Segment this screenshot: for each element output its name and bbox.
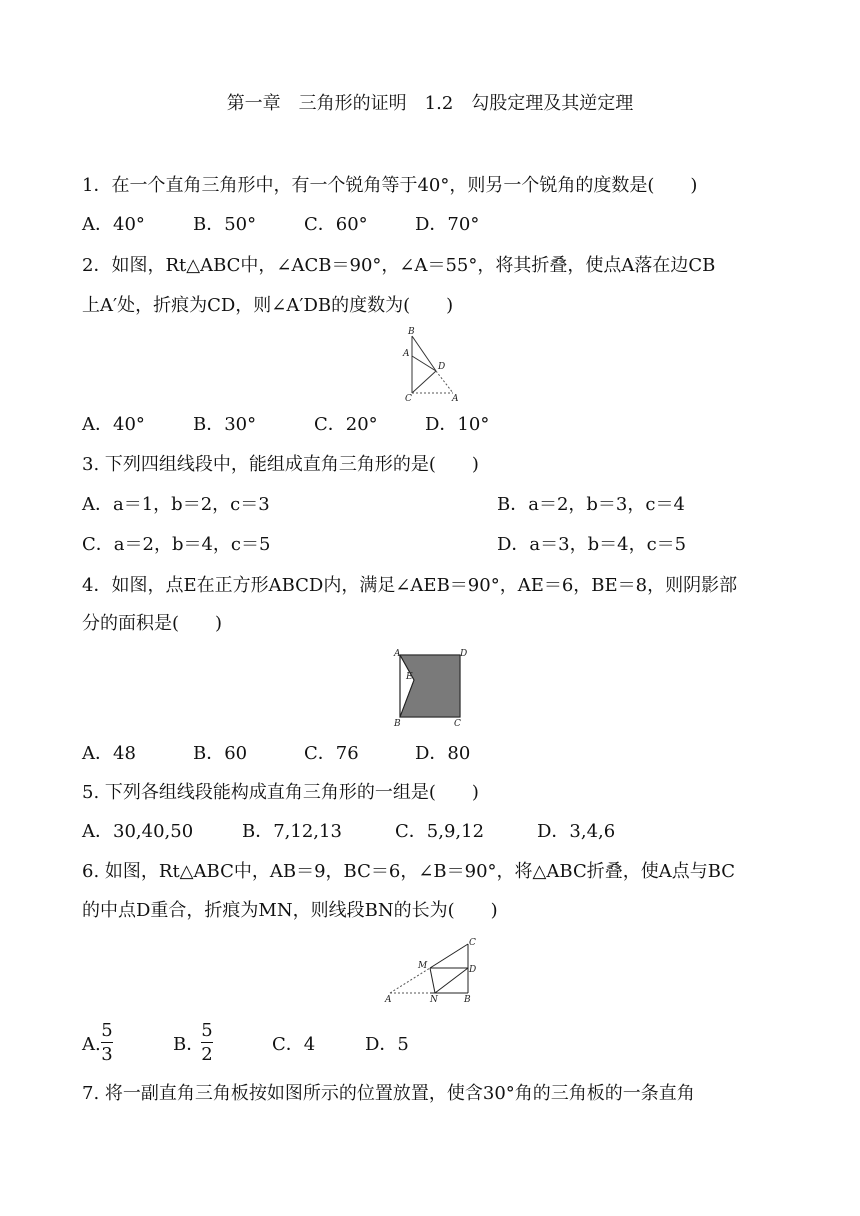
- q3-stem: 3. 下列四组线段中，能组成直角三角形的是( ): [82, 454, 479, 475]
- q7-stem-line1: 7. 将一副直角三角板按如图所示的位置放置，使含30°角的三角板的一条直角: [82, 1083, 695, 1104]
- q4-label-b: B: [394, 719, 401, 729]
- q1-stem: 1．在一个直角三角形中，有一个锐角等于40°，则另一个锐角的度数是( ): [82, 175, 698, 196]
- q6-option-a-fraction: [99, 1020, 115, 1065]
- q6-option-d: D．5: [365, 1034, 409, 1055]
- q6-option-a-denominator: 3: [101, 1044, 113, 1065]
- q6-option-b-fraction: [199, 1020, 215, 1065]
- q6-label-n: N: [430, 995, 438, 1005]
- q2-option-a: A．40°: [82, 414, 145, 435]
- q2-option-d: D．10°: [425, 414, 490, 435]
- q4-figure: [390, 646, 470, 730]
- q5-option-c: C．5,9,12: [395, 821, 485, 842]
- q1-option-c: C．60°: [304, 214, 368, 235]
- q2-label-d: D: [438, 362, 446, 372]
- q2-figure: [395, 326, 465, 402]
- q3-option-b: B．a＝2，b＝3，c＝4: [497, 494, 685, 515]
- q5-option-a: A．30,40,50: [82, 821, 194, 842]
- q6-label-c: C: [469, 938, 476, 948]
- q4-option-b: B．60: [193, 743, 248, 764]
- q2-stem-line2: 上A′处，折痕为CD，则∠A′DB的度数为( ): [82, 295, 454, 316]
- q2-label-c: C: [405, 394, 412, 402]
- q6-stem-line1: 6. 如图，Rt△ABC中，AB＝9，BC＝6，∠B＝90°，将△ABC折叠，使A点与BC: [82, 861, 736, 882]
- q6-option-b-denominator: 2: [201, 1044, 213, 1065]
- q4-option-a: A．48: [82, 743, 136, 764]
- q6-label-a: A: [385, 995, 392, 1005]
- q4-stem-line2: 分的面积是( ): [82, 613, 223, 634]
- q2-option-b: B．30°: [193, 414, 257, 435]
- q4-option-d: D．80: [415, 743, 471, 764]
- q6-option-c: C．4: [272, 1034, 316, 1055]
- q6-label-m: M: [418, 961, 428, 971]
- q1-option-b: B．50°: [193, 214, 257, 235]
- page-title: 第一章 三角形的证明 1.2 勾股定理及其逆定理: [226, 93, 634, 114]
- q6-stem-line2: 的中点D重合，折痕为MN，则线段BN的长为( ): [82, 900, 498, 921]
- q6-option-a-numerator: 5: [101, 1020, 113, 1041]
- q6-label-d: D: [469, 965, 477, 975]
- q3-option-c: C．a＝2，b＝4，c＝5: [82, 534, 271, 555]
- q3-option-a: A．a＝1，b＝2，c＝3: [82, 494, 270, 515]
- q4-option-c: C．76: [304, 743, 359, 764]
- q3-option-d: D．a＝3，b＝4，c＝5: [497, 534, 687, 555]
- q4-label-d: D: [460, 649, 468, 659]
- q5-option-d: D．3,4,6: [537, 821, 616, 842]
- q1-option-d: D．70°: [415, 214, 480, 235]
- q2-option-c: C．20°: [314, 414, 378, 435]
- q6-label-b: B: [464, 995, 471, 1005]
- q1-option-a: A．40°: [82, 214, 145, 235]
- q5-stem: 5. 下列各组线段能构成直角三角形的一组是( ): [82, 782, 479, 803]
- q2-label-a: A: [452, 394, 459, 402]
- q5-option-b: B．7,12,13: [242, 821, 342, 842]
- q6-option-a-prefix: A.: [82, 1034, 101, 1055]
- q2-label-b: B: [408, 327, 415, 337]
- q2-label-a-prime: A: [403, 349, 410, 359]
- q6-figure: [380, 935, 482, 1005]
- q4-label-c: C: [454, 719, 461, 729]
- q6-option-b-prefix: B．: [173, 1034, 205, 1055]
- q6-option-b-numerator: 5: [201, 1020, 213, 1041]
- q2-stem-line1: 2．如图，Rt△ABC中，∠ACB＝90°，∠A＝55°，将其折叠，使点A落在边CB: [82, 255, 716, 276]
- q4-stem-line1: 4．如图，点E在正方形ABCD内，满足∠AEB＝90°，AE＝6，BE＝8，则阴影部: [82, 575, 738, 596]
- q4-label-a: A: [394, 649, 401, 659]
- q4-label-e: E: [406, 672, 413, 682]
